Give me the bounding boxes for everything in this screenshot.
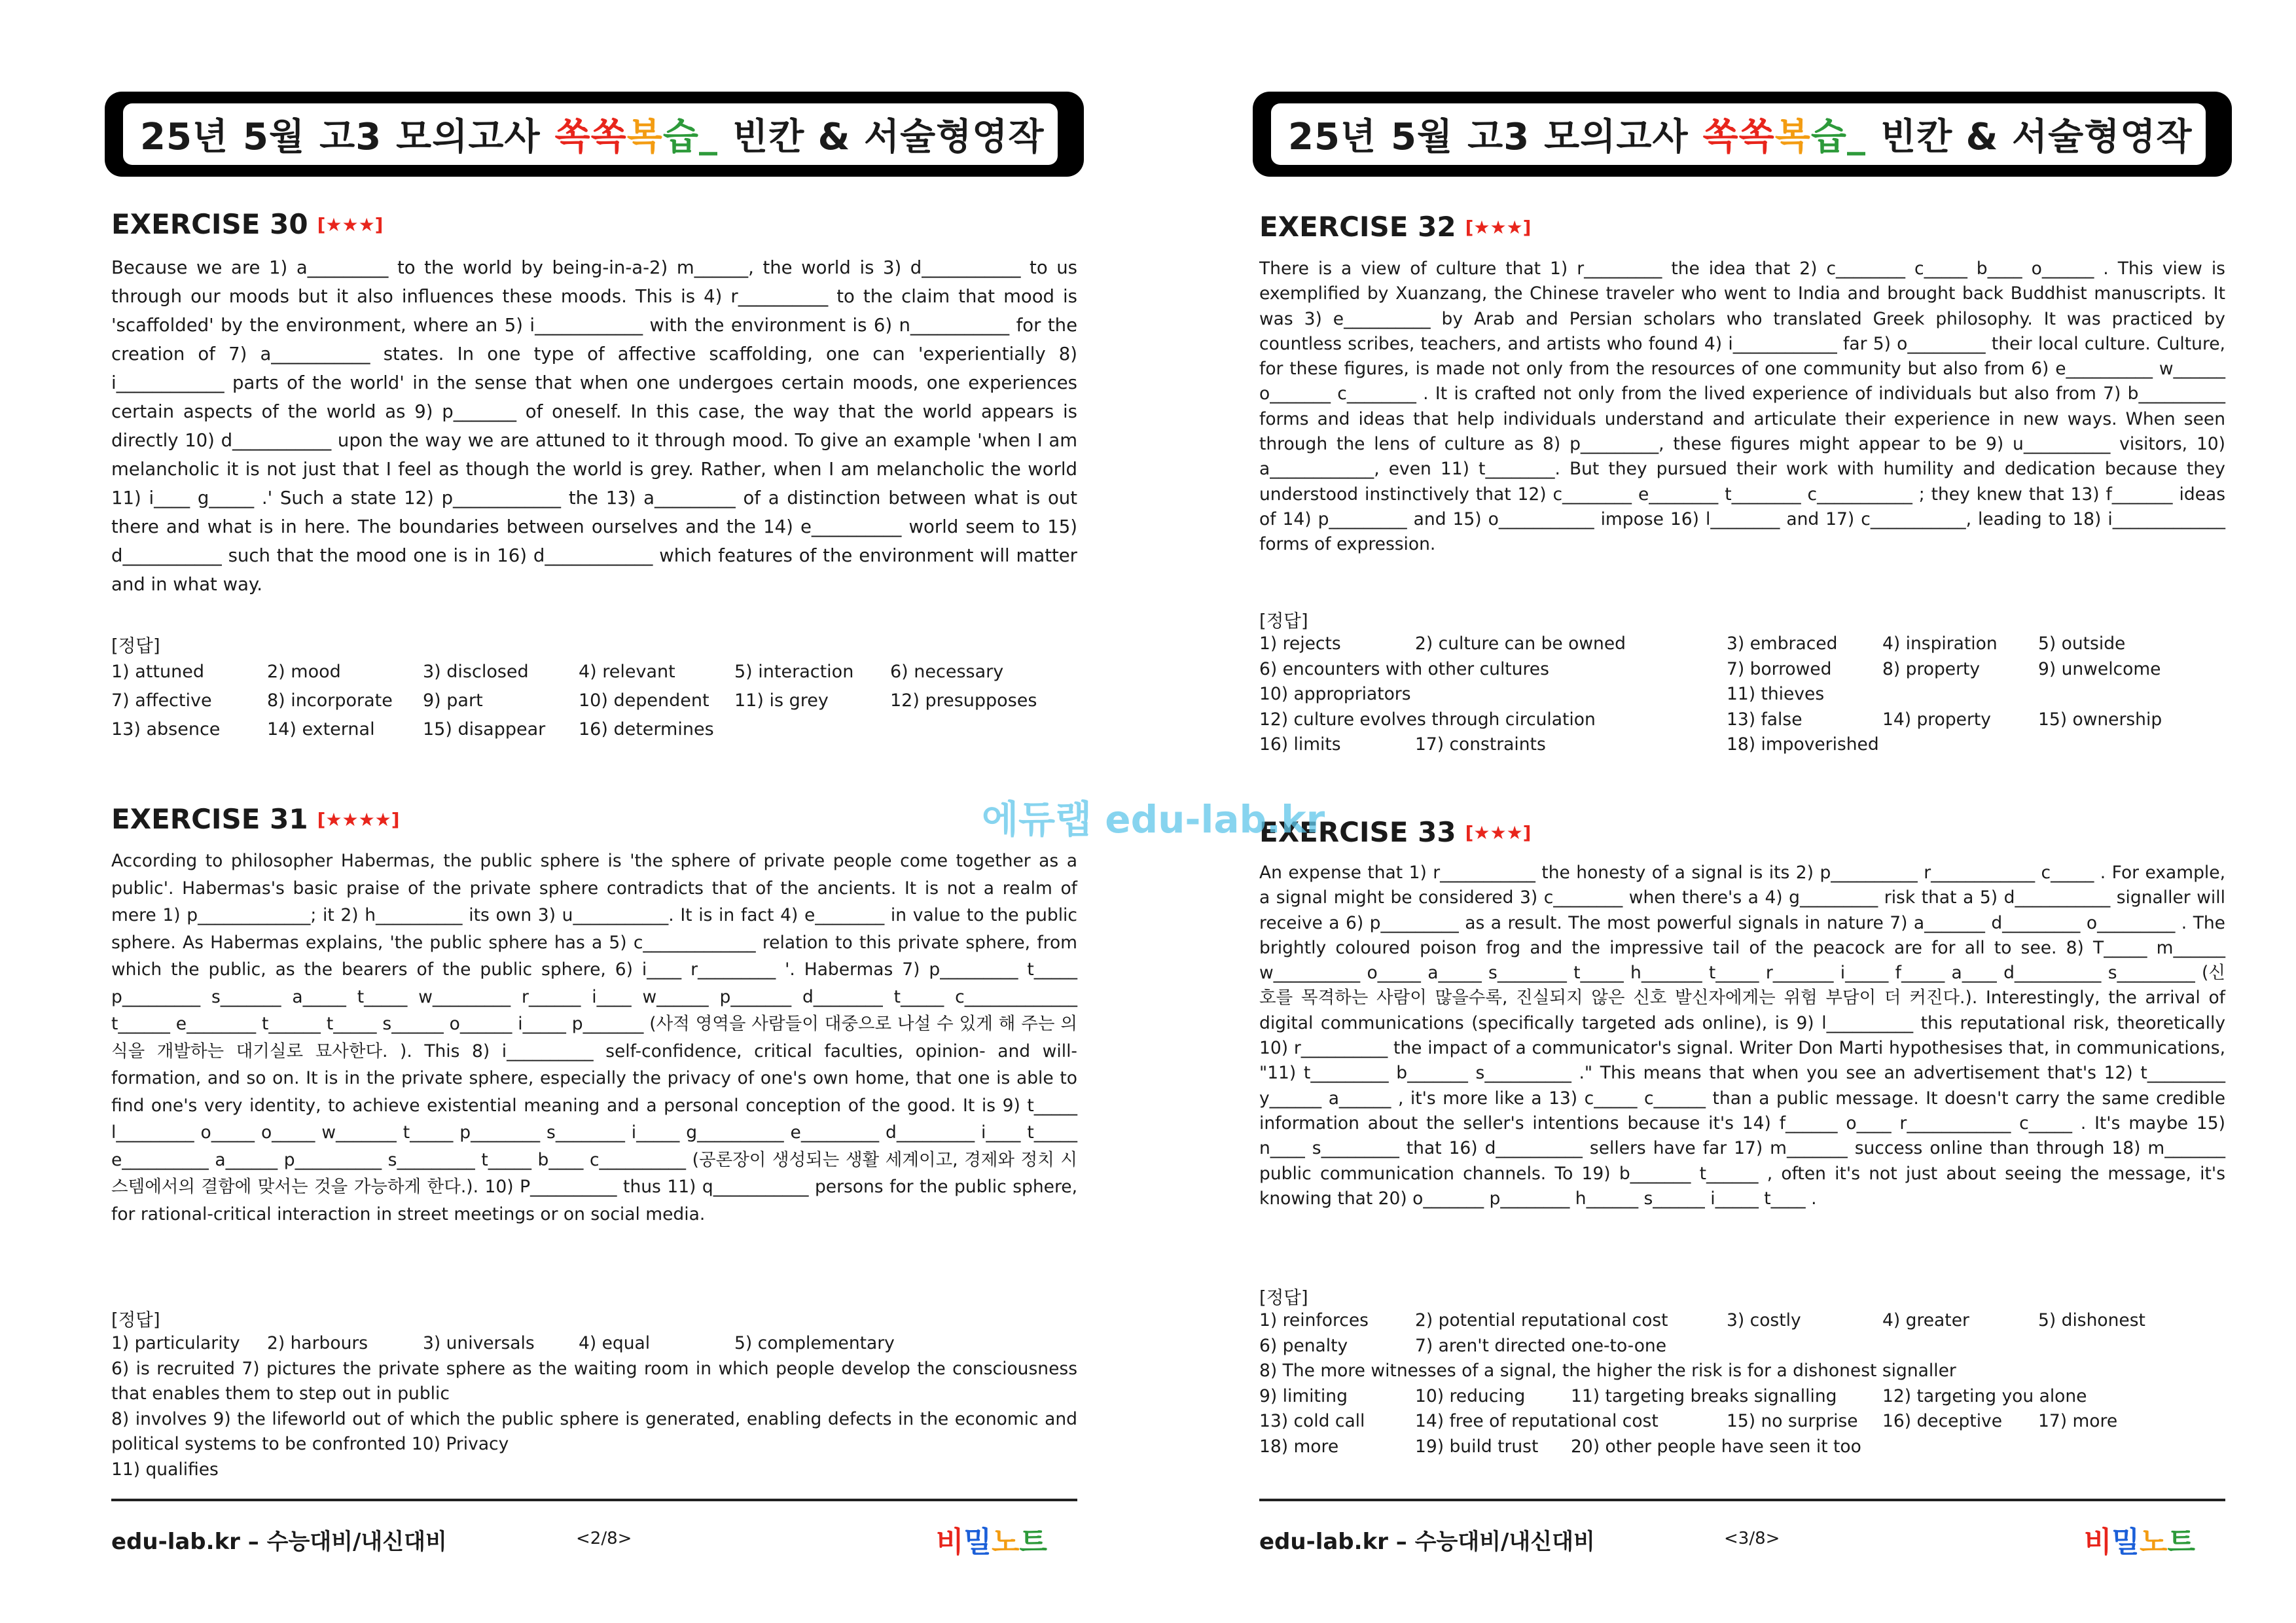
answer-item: 5) outside xyxy=(2038,633,2126,654)
page-number: <3/8> xyxy=(1724,1529,1780,1548)
answer-item: 2) potential reputational cost xyxy=(1415,1310,1668,1330)
answer-item: 11) is grey xyxy=(734,690,829,711)
exercise-31-text: According to philosopher Habermas, the public sphere is 'the sphere of private people come together as a public'. Habermas's basic praise of the private sphere contradicts that of the ancients. It is not a realm of mere 1) p_____________; it 2) h__________ its own 3) u___________. It is in fact 4) e________ in value to the public sphere. As Habermas explains, 'the public sphere has a 5) c_____________ relation to this private sphere, from which the public, as the bearers of the public sphere, 6) i____ r_________ '. Habermas 7) p_________ t_____ p_________ s_______ a_____ t_____ w_________ r______ i____ w______ p_______ d________ t_____ c_____________ t______ e________ t______ t_____ s______ o______ i_____ p_______ (사적 영역을 사람들이 대중으로 나설 수 있게 해 주는 의식을 개발하는 대기실로 묘사한다. ). This 8) i__________ self-confidence, critical faculties, opinion- and will-formation, and so on. It is in the private sphere, especially the privacy of one's own home, that one is able to find one's very identity, to achieve existential meaning and a personal conception of the good. It is 9) t_____ l_________ o_____ o_____ w_______ t_____ p________ s________ i_____ g__________ e_________ d_________ i____ t_____ e__________ a______ p__________ s_________ t_____ b____ c__________ (공론장이 생성되는 생활 세계이고, 경제와 정치 시스템에서의 결함에 맞서는 것을 가능하게 한다.). 10) P__________ thus 11) q___________ persons for the public sphere, for rational-critical interaction in street meetings or on social media. xyxy=(111,851,1077,1224)
answer-item: 5) dishonest xyxy=(2038,1310,2145,1330)
answer-row xyxy=(1259,1384,2225,1410)
watermark: 에듀랩 edu-lab.kr xyxy=(982,797,1325,842)
answer-item: 2) mood xyxy=(267,662,341,682)
brand-char: 밀 xyxy=(963,1525,992,1559)
answer-row xyxy=(1259,1359,2225,1384)
exercise-33-answers xyxy=(1259,1308,2225,1459)
answer-item: 8) property xyxy=(1882,658,1981,679)
page-number: <2/8> xyxy=(576,1529,632,1548)
brand-char: 비 xyxy=(936,1525,964,1559)
answer-item: 5) complementary xyxy=(734,1333,895,1353)
answer-item: 15) disappear xyxy=(423,719,546,740)
footer-dash: – xyxy=(1395,1529,1407,1555)
answer-item: 16) limits xyxy=(1259,734,1341,755)
answer-item: 3) disclosed xyxy=(423,662,529,682)
answer-item: 5) interaction xyxy=(734,662,854,682)
answer-item: 10) dependent xyxy=(579,690,709,711)
footer-site xyxy=(1259,1524,1595,1556)
exercise-33-stars: [★★★] xyxy=(1465,822,1532,844)
answer-item: 6) is recruited 7) pictures the private sphere as the waiting room in which people develop the consciousness that enables them to step out in public xyxy=(111,1358,1077,1404)
answer-item: 19) build trust xyxy=(1415,1436,1539,1457)
footer-site-url: edu-lab.kr xyxy=(1259,1529,1388,1555)
exercise-31-heading: EXERCISE 31 xyxy=(111,803,308,835)
brand-char: 트 xyxy=(2167,1525,2196,1559)
answer-item: 3) costly xyxy=(1727,1310,1801,1330)
answer-item: 7) affective xyxy=(111,690,212,711)
answer-item: 10) reducing xyxy=(1415,1385,1526,1406)
answer-item: 15) ownership xyxy=(2038,709,2162,730)
answer-row xyxy=(1259,1308,2225,1334)
answer-item: 6) necessary xyxy=(890,662,1004,682)
exercise-31-answers-label: [정답] xyxy=(111,1310,160,1330)
answer-item: 15) no surprise xyxy=(1727,1411,1858,1431)
footer-tagline: 수능대비/내신대비 xyxy=(1414,1529,1595,1555)
answer-item: 6) penalty xyxy=(1259,1335,1348,1356)
answer-item: 13) false xyxy=(1727,709,1803,730)
answer-item: 3) universals xyxy=(423,1333,535,1353)
title-banner xyxy=(105,92,1084,177)
answer-row xyxy=(1259,732,2225,758)
answer-item: 12) presupposes xyxy=(890,690,1037,711)
answer-item: 9) part xyxy=(423,690,483,711)
banner-highlight-5: _ xyxy=(698,113,718,156)
brand-char: 트 xyxy=(1019,1525,1048,1559)
banner-highlight-3: 복 xyxy=(626,116,663,158)
answer-item: 8) incorporate xyxy=(267,690,393,711)
banner-year: 25년 xyxy=(140,116,229,158)
answer-row xyxy=(1259,657,2225,683)
banner-highlight-2: 쏙 xyxy=(1738,116,1775,158)
exercise-32-heading: EXERCISE 32 xyxy=(1259,211,1456,243)
answer-item: 10) appropriators xyxy=(1259,684,1411,704)
exercise-31-answers xyxy=(111,1331,1077,1482)
answer-item: 17) more xyxy=(2038,1411,2118,1431)
banner-title xyxy=(123,103,1058,165)
answer-item: 18) impoverished xyxy=(1727,734,1879,755)
answer-item: 12) targeting you alone xyxy=(1882,1385,2087,1406)
answer-row xyxy=(111,687,1077,715)
answer-item: 1) reinforces xyxy=(1259,1310,1369,1330)
answer-item: 14) free of reputational cost xyxy=(1415,1411,1659,1431)
answer-item: 1) rejects xyxy=(1259,633,1341,654)
answer-row xyxy=(1259,632,2225,657)
answer-row xyxy=(111,715,1077,744)
answer-item: 16) determines xyxy=(579,719,714,740)
exercise-30-heading: EXERCISE 30 xyxy=(111,208,308,240)
answer-item: 14) property xyxy=(1882,709,1991,730)
banner-title xyxy=(1271,103,2206,165)
banner-subtitle: 빈칸 & 서술형영작 xyxy=(732,116,1045,158)
exercise-30-text: Because we are 1) a_________ to the world by being-in-a-2) m______, the world is 3) d___________ to us through our moods but it also influences these moods. This is 4) r__________ to the claim that mood is 'scaffolded' by the environment, where an 5) i____________ with the environment is 6) n___________ for the creation of 7) a___________ states. In one type of affective scaffolding, one can 'experientially 8) i____________ parts of the world' in the sense that when one undergoes certain moods, one experiences certain aspects of the world as 9) p_______ of oneself. In this case, the way that the world appears is directly 10) d___________ upon the way we are attuned to it through mood. To give an example 'when I am melancholic it is not just that I feel as though the world is grey. Rather, when I am melancholic the world 11) i____ g_____ .' Such a state 12) p____________ the 13) a_________ of a distinction between what is out there and what is in here. The boundaries between ourselves and the 14) e__________ world seem to 15) d___________ such that the mood one is in 16) d____________ which features of the environment will matter and in what way. xyxy=(111,257,1077,595)
answer-item: 6) encounters with other cultures xyxy=(1259,658,1549,679)
exercise-30-title xyxy=(111,208,383,240)
answer-item: 14) external xyxy=(267,719,375,740)
answer-item: 12) culture evolves through circulation xyxy=(1259,709,1596,730)
banner-year: 25년 xyxy=(1288,116,1377,158)
answer-item: 17) constraints xyxy=(1415,734,1546,755)
footer-site-url: edu-lab.kr xyxy=(111,1529,240,1555)
answer-item: 8) involves 9) the lifeworld out of which the public sphere is generated, enabling defects in the economic and political systems to be confronted 10) Privacy xyxy=(111,1408,1077,1454)
answer-item: 9) unwelcome xyxy=(2038,658,2161,679)
answer-item: 13) absence xyxy=(111,719,221,740)
title-banner xyxy=(1253,92,2232,177)
footer-dash: – xyxy=(247,1529,259,1555)
brand-char: 노 xyxy=(2140,1525,2168,1559)
answer-row xyxy=(1259,1435,2225,1460)
banner-highlight-5: _ xyxy=(1846,113,1866,156)
banner-highlight-3: 복 xyxy=(1774,116,1811,158)
brand-char: 밀 xyxy=(2111,1525,2140,1559)
answer-item: 11) qualifies xyxy=(111,1459,219,1480)
exercise-33-text: An expense that 1) r___________ the honesty of a signal is its 2) p__________ r____________ c_____ . For example, a signal might be considered 3) c________ when there's a 4) g_________ risk that a 5) d___________ signaller will receive a 6) p_________ as a result. The most powerful signals in nature 7) a_______ d_________ o_________ . The brightly coloured poison frog and the impressive tail of the peacock are for all to see. 8) T_____ m______ w__________ o_____ a_____ s________ t_____ h_______ t_____ r_______ i_____ f_____ a____ d__________ s_________ (신호를 목격하는 사람이 많을수록, 진실되지 않은 신호 발신자에게는 위험 부담이 더 커진다.). Interestingly, the arrival of digital communications (specifically targeted ads online), is 9) l__________ this reputational risk, theoretically 10) r__________ the impact of a communicator's signal. Writer Don Marti hypothesises that, in communications, "11) t_________ b_______ s__________ ." This means that when you see an advertisement that's 12) t_________ y______ a______ , it's more like a 13) c_____ c______ than a public message. It doesn't carry the same credible information about the seller's intentions because it's 14) f______ o____ r____________ c_____ . It's maybe 15) n____ s_________ that 16) d__________ sellers have far 17) m_______ success online than through 18) m_______ public communication channels. To 19) b_______ t______ , often it's not just about seeing the message, it's knowing that 20) o_______ p________ h______ s______ i_____ t____ . xyxy=(1259,863,2225,1209)
exercise-33-heading: EXERCISE 33 xyxy=(1259,816,1456,848)
footer-brand-logo xyxy=(2084,1518,2195,1560)
answer-item: 16) deceptive xyxy=(1882,1411,2003,1431)
banner-grade: 고3 xyxy=(1467,116,1530,158)
answer-item: 18) more xyxy=(1259,1436,1339,1457)
answer-item: 1) attuned xyxy=(111,662,204,682)
exercise-30-answers-label: [정답] xyxy=(111,635,160,656)
answer-item: 8) The more witnesses of a signal, the higher the risk is for a dishonest signaller xyxy=(1259,1361,1956,1381)
answer-row xyxy=(1259,682,2225,707)
banner-grade: 고3 xyxy=(319,116,382,158)
answer-item: 4) equal xyxy=(579,1333,651,1353)
answer-item: 4) relevant xyxy=(579,662,675,682)
exercise-30-answers xyxy=(111,658,1077,744)
banner-exam: 모의고사 xyxy=(396,116,541,158)
exercise-30-stars: [★★★] xyxy=(317,214,384,236)
answer-row xyxy=(1259,1334,2225,1359)
banner-highlight-4: 습 xyxy=(662,116,699,158)
exercise-32-stars: [★★★] xyxy=(1465,217,1532,238)
exercise-32-answers xyxy=(1259,632,2225,758)
banner-highlight-4: 습 xyxy=(1810,116,1847,158)
exercise-31-stars: [★★★★] xyxy=(317,809,400,830)
brand-char: 노 xyxy=(992,1525,1020,1559)
exercise-32-answers-label: [정답] xyxy=(1259,611,1308,632)
answer-item: 3) embraced xyxy=(1727,633,1838,654)
answer-item: 11) thieves xyxy=(1727,684,1825,704)
answer-row xyxy=(1259,1409,2225,1435)
banner-month: 5월 xyxy=(243,116,306,158)
footer-tagline: 수능대비/내신대비 xyxy=(266,1529,447,1555)
answer-row xyxy=(111,658,1077,687)
banner-highlight-1: 쏙 xyxy=(554,116,591,158)
answer-row xyxy=(1259,707,2225,733)
banner-exam: 모의고사 xyxy=(1544,116,1689,158)
answer-item: 7) borrowed xyxy=(1727,658,1832,679)
exercise-33-answers-label: [정답] xyxy=(1259,1287,1308,1308)
answer-item: 2) culture can be owned xyxy=(1415,633,1626,654)
banner-highlight-1: 쏙 xyxy=(1702,116,1739,158)
brand-char: 비 xyxy=(2084,1525,2112,1559)
answer-row xyxy=(111,1331,1077,1357)
answer-item: 11) targeting breaks signalling xyxy=(1571,1385,1837,1406)
answer-item: 7) aren't directed one-to-one xyxy=(1415,1335,1667,1356)
answer-item: 20) other people have seen it too xyxy=(1571,1436,1861,1457)
footer-divider xyxy=(1259,1499,2225,1501)
footer-divider xyxy=(111,1499,1077,1501)
answer-item: 9) limiting xyxy=(1259,1385,1348,1406)
answer-item: 13) cold call xyxy=(1259,1411,1365,1431)
exercise-32-text: There is a view of culture that 1) r_________ the idea that 2) c________ c_____ b____ o______ . This view is exemplified by Xuanzang, the Chinese traveler who went to India and brought back Buddhist manuscripts. It was 3) e__________ by Arab and Persian scholars who translated Greek philosophy. It was practiced by countless scribes, teachers, and artists who found 4) i____________ far 5) o_________ their local culture. Culture, for these figures, is made not only from the resources of one community but also from 6) e__________ w______ o_______ c________ . It is crafted not only from the lived experience of individuals but also from 7) b__________ forms and ideas that help individuals understand and articulate their experience in new ways. When seen through the lens of culture as 8) p_________, these figures might appear to be 9) u__________ visitors, 10) a____________, even 11) t________. But they pursued their work with humility and dedication because they understood instinctively that 12) c________ e________ t________ c___________ ; they knew that 13) f_______ ideas of 14) p_________ and 15) o___________ impose 16) l________ and 17) c___________, leading to 18) i_____________ forms of expression. xyxy=(1259,259,2225,555)
answer-item: 4) greater xyxy=(1882,1310,1969,1330)
exercise-32-title xyxy=(1259,211,1531,243)
banner-subtitle: 빈칸 & 서술형영작 xyxy=(1880,116,2193,158)
footer-brand-logo xyxy=(936,1518,1047,1560)
banner-month: 5월 xyxy=(1391,116,1454,158)
answer-item: 2) harbours xyxy=(267,1333,368,1353)
answer-item: 4) inspiration xyxy=(1882,633,1998,654)
footer-site xyxy=(111,1524,447,1556)
exercise-31-title xyxy=(111,803,400,835)
banner-highlight-2: 쏙 xyxy=(590,116,627,158)
answer-item: 1) particularity xyxy=(111,1333,240,1353)
